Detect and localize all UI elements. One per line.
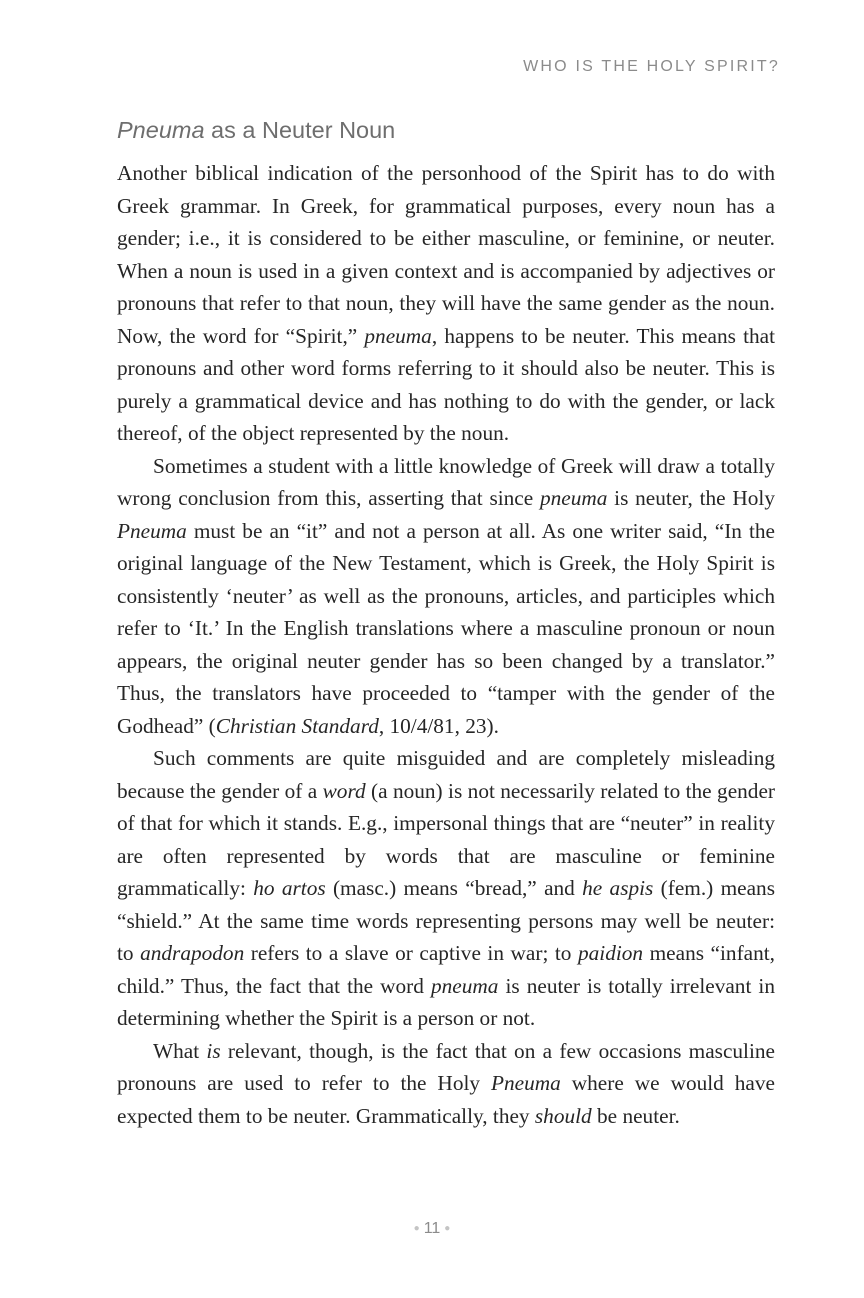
italic-text: he aspis: [582, 876, 654, 900]
text-run: Such comments are quite misguided and are completely misleading because the gender of a: [117, 746, 775, 803]
italic-text: Pneuma: [117, 518, 187, 543]
section-heading-rest: as a Neuter Noun: [204, 117, 396, 143]
text-run: means “infant, child.” Thus, the fact that the word: [117, 941, 775, 998]
section-heading: [117, 114, 395, 146]
section-heading-italic: Pneuma: [117, 117, 205, 143]
bullet-left-icon: ●: [413, 1223, 420, 1235]
text-run: , 10/4/81, 23).: [378, 713, 499, 738]
text-run: relevant, though, is the fact that on a few occasions masculine pronouns are used to refer to the Holy: [117, 1038, 775, 1095]
italic-text: pneuma: [430, 973, 499, 998]
paragraph: [117, 742, 775, 1035]
text-run: be neuter.: [591, 1103, 680, 1128]
page-footer: [0, 1220, 864, 1238]
text-run: , happens to be neuter. This means that pronouns and other word forms referring to it should also be neuter. This is purely a grammatical device and has nothing to do with the gender, or lack thereof, of the object represented by the noun.: [117, 323, 776, 445]
paragraph: [117, 450, 775, 743]
text-run: where we would have expected them to be neuter. Grammatically, they: [117, 1071, 775, 1128]
text-run: Sometimes a student with a little knowledge of Greek will draw a totally wrong conclusion from this, asserting that since: [117, 453, 775, 510]
bullet-right-icon: ●: [444, 1223, 451, 1235]
text-run: Another biblical indication of the personhood of the Spirit has to do with Greek grammar. In Greek, for grammatical purposes, every noun has a gender; i.e., it is considered to be either masculine, or feminine, or neuter. When a noun is used in a given context and is accompanied by adjectives or pronouns that refer to that noun, they will have the same gender as the noun. Now, the word for “Spirit,”: [117, 161, 775, 348]
italic-text: is: [206, 1038, 221, 1063]
italic-text: pneuma: [364, 323, 432, 348]
text-run: (a noun) is not necessarily related to the gender of that for which it stands. E.g., impersonal things that are “neuter” in reality are often represented by words that are masculine or feminine grammatically:: [117, 778, 775, 900]
italic-text: should: [534, 1103, 592, 1128]
paragraph: [117, 157, 775, 450]
paragraph: [117, 1035, 775, 1133]
text-run: must be an “it” and not a person at all. As one writer said, “In the original language of the New Testament, which is Greek, the Holy Spirit is consistently ‘neuter’ as well as the pronouns, articles, and participles which refer to ‘It.’ In the English translations where a masculine pronoun or noun appears, the original neuter gender has so been changed by a translator.” Thus, the translators have proceeded to “tamper with the gender of the Godhead” (: [117, 518, 775, 738]
text-run: What: [153, 1038, 207, 1063]
italic-text: Pneuma: [491, 1071, 561, 1095]
text-run: refers to a slave or captive in war; to: [244, 941, 578, 965]
italic-text: ho artos: [253, 876, 326, 900]
italic-text: andrapodon: [140, 941, 245, 965]
italic-text: pneuma: [539, 486, 608, 510]
text-run: (masc.) means “bread,” and: [325, 876, 583, 900]
text-run: is neuter is totally irrelevant in determining whether the Spirit is a person or not.: [117, 973, 775, 1030]
italic-text: word: [322, 778, 366, 803]
body-text: [117, 157, 775, 1132]
running-head: WHO IS THE HOLY SPIRIT?: [523, 58, 780, 75]
italic-text: Christian Standard: [215, 713, 379, 738]
italic-text: paidion: [578, 941, 644, 965]
text-run: (fem.) means “shield.” At the same time words representing persons may well be neuter: to: [117, 876, 775, 965]
text-run: is neuter, the Holy: [607, 486, 775, 510]
page-number: 11: [423, 1220, 441, 1237]
